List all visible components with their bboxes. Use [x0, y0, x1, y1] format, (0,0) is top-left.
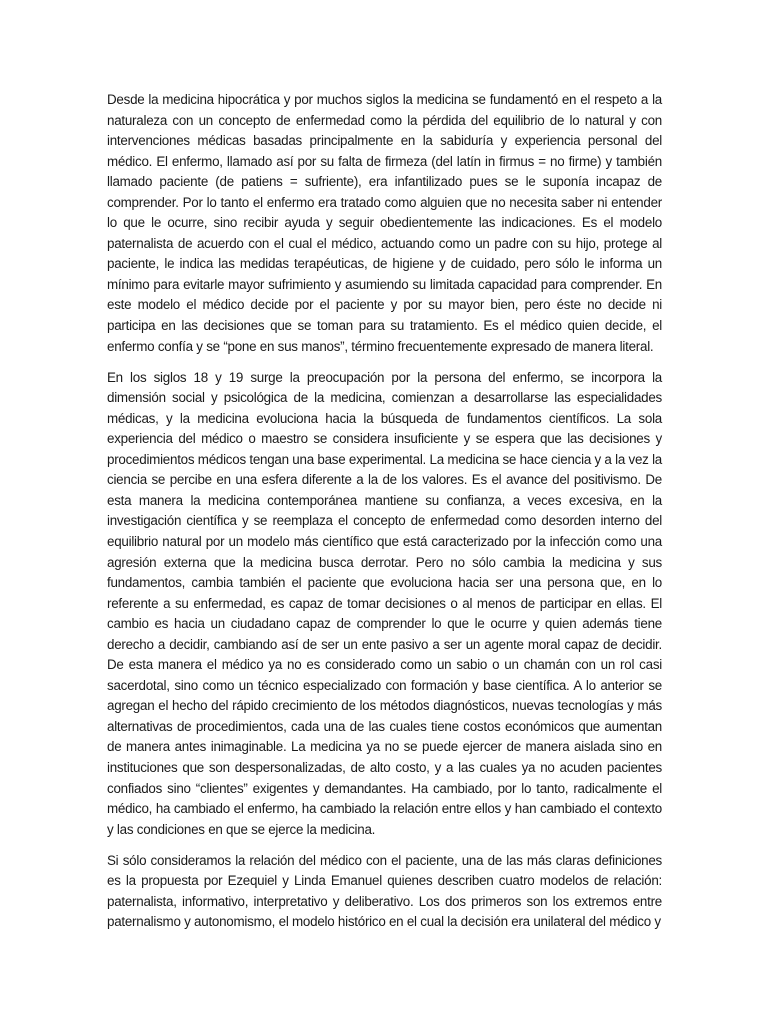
body-text — [107, 90, 662, 943]
paragraph-hippocratic-paternalism: Desde la medicina hipocrática y por muchos siglos la medicina se fundamentó en el respeto a la naturaleza con un concepto de enfermedad como la pérdida del equilibrio de lo natural y con intervenciones médicas basadas principalmente en la sabiduría y experiencia personal del médico. El enfermo, llamado así por su falta de firmeza (del latín in firmus = no firme) y también llamado paciente (de patiens = sufriente), era infantilizado pues se le suponía incapaz de comprender. Por lo tanto el enfermo era tratado como alguien que no necesita saber ni entender lo que le ocurre, sino recibir ayuda y seguir obedientemente las indicaciones. Es el modelo paternalista de acuerdo con el cual el médico, actuando como un padre con su hijo, protege al paciente, le indica las medidas terapéuticas, de higiene y de cuidado, pero sólo le informa un mínimo para evitarle mayor sufrimiento y asumiendo su limitada capacidad para comprender. En este modelo el médico decide por el paciente y por su mayor bien, pero éste no decide ni participa en las decisiones que se toman para su tratamiento. Es el médico quien decide, el enfermo confía y se “pone en sus manos”, término frecuentemente expresado de manera literal. — [107, 92, 662, 354]
paragraph-emanuel-models: Si sólo consideramos la relación del médico con el paciente, una de las más claras definiciones es la propuesta por Ezequiel y Linda Emanuel quienes describen cuatro modelos de relación: paternalista, informativo, interpretativo y deliberativo. Los dos primeros son los extremos entre paternalismo y autonomismo, el modelo histórico en el cual la decisión era unilateral del médico y — [107, 852, 662, 930]
paragraph-scientific-medicine: En los siglos 18 y 19 surge la preocupación por la persona del enfermo, se incorpora la dimensión social y psicológica de la medicina, comienzan a desarrollarse las especialidades médicas, y la medicina evoluciona hacia la búsqueda de fundamentos científicos. La sola experiencia del médico o maestro se considera insuficiente y se espera que las decisiones y procedimientos médicos tengan una base experimental. La medicina se hace ciencia y a la vez la ciencia se percibe en una esfera diferente a la de los valores. Es el avance del positivismo. De esta manera la medicina contemporánea mantiene su confianza, a veces excesiva, en la investigación científica y se reemplaza el concepto de enfermedad como desorden interno del equilibrio natural por un modelo más científico que está caracterizado por la infección como una agresión externa que la medicina busca derrotar. Pero no sólo cambia la medicina y sus fundamentos, cambia también el paciente que evoluciona hacia ser una persona que, en lo referente a su enfermedad, es capaz de tomar decisiones o al menos de participar en ellas. El cambio es hacia un ciudadano capaz de comprender lo que le ocurre y quien además tiene derecho a decidir, cambiando así de ser un ente pasivo a ser un agente moral capaz de decidir. De esta manera el médico ya no es considerado como un sabio o un chamán con un rol casi sacerdotal, sino como un técnico especializado con formación y base científica. A lo anterior se agregan el hecho del rápido crecimiento de los métodos diagnósticos, nuevas tecnologías y más alternativas de procedimientos, cada una de las cuales tiene costos económicos que aumentan de manera antes inimaginable. La medicina ya no se puede ejercer de manera aislada sino en instituciones que son despersonalizadas, de alto costo, y a las cuales ya no acuden pacientes confiados sino “clientes” exigentes y demandantes. Ha cambiado, por lo tanto, radicalmente el médico, ha cambiado el enfermo, ha cambiado la relación entre ellos y han cambiado el contexto y las condiciones en que se ejerce la medicina. — [107, 369, 662, 837]
